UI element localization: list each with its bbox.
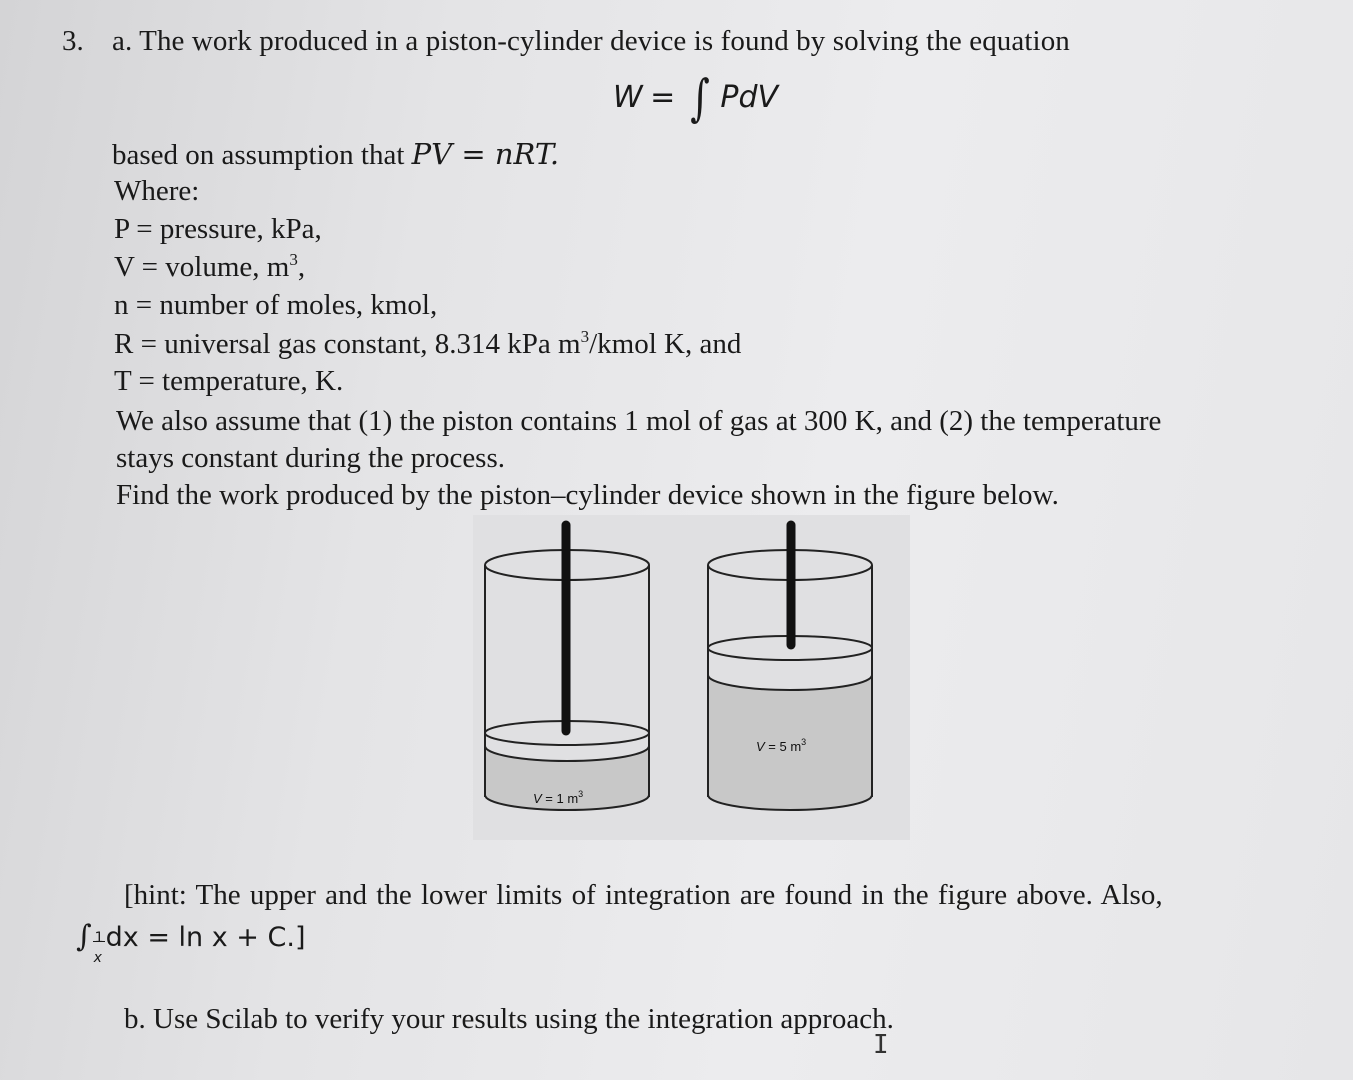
hint-line-2: [76, 919, 306, 966]
definition-volume-text: V = volume, m: [114, 251, 290, 283]
assumption-line-1: We also assume that (1) the piston contains 1 mol of gas at 300 K, and (2) the temperature: [116, 405, 1162, 437]
left-volume-superscript: 3: [578, 789, 584, 799]
volume-superscript: 3: [289, 250, 298, 269]
right-volume-symbol: V: [756, 739, 765, 754]
assumption-text: based on assumption that: [112, 139, 412, 171]
left-volume-label: [533, 789, 583, 806]
work-equation: [613, 70, 778, 126]
definition-temperature: T = temperature, K.: [114, 365, 344, 397]
hint-line-1: [hint: The upper and the lower limits of integration are found in the figure above. Also,: [124, 879, 1163, 911]
piston-cylinder-diagram: [473, 515, 910, 840]
where-label: Where:: [114, 175, 200, 207]
assumption-line: [112, 137, 559, 172]
hint-fraction: [92, 923, 106, 966]
right-cylinder: [708, 525, 872, 810]
definition-gas-constant: [114, 327, 741, 361]
definition-moles: n = number of moles, kmol,: [114, 289, 438, 321]
hint-fraction-numerator: 1: [94, 929, 104, 946]
integral-sign: ∫: [690, 69, 710, 127]
equation-lhs: W: [613, 80, 643, 115]
right-volume-label: [756, 737, 806, 754]
definition-pressure: P = pressure, kPa,: [114, 213, 322, 245]
hint-fraction-denominator: x: [93, 949, 102, 966]
find-work-line: Find the work produced by the piston–cylinder device shown in the figure below.: [116, 479, 1059, 511]
hint-integral-sign: ∫: [76, 919, 92, 954]
left-cylinder: [485, 525, 649, 810]
problem-number: 3.: [62, 25, 84, 57]
left-volume-symbol: V: [533, 791, 542, 806]
gas-constant-suffix: /kmol K, and: [589, 328, 742, 360]
problem-intro: a. The work produced in a piston-cylinder device is found by solving the equation: [112, 25, 1070, 57]
gas-constant-text: R = universal gas constant, 8.314 kPa m: [114, 328, 581, 360]
definition-volume: [114, 250, 305, 284]
left-volume-value: = 1 m: [541, 791, 579, 806]
right-volume-superscript: 3: [801, 737, 807, 747]
equation-integrand: PdV: [720, 80, 779, 115]
ideal-gas-law: PV = nRT.: [411, 137, 560, 171]
right-volume-value: = 5 m: [764, 739, 802, 754]
assumption-line-2: stays constant during the process.: [116, 442, 506, 474]
volume-suffix: ,: [297, 251, 306, 283]
part-b: b. Use Scilab to verify your results using the integration approach.: [124, 1003, 894, 1035]
hint-integral-result: dx = ln x + C.]: [105, 922, 306, 953]
equation-equals: =: [650, 80, 676, 115]
piston-cylinder-figure: [473, 515, 910, 840]
text-cursor-icon: I: [873, 1030, 889, 1060]
gas-constant-superscript: 3: [580, 327, 590, 346]
